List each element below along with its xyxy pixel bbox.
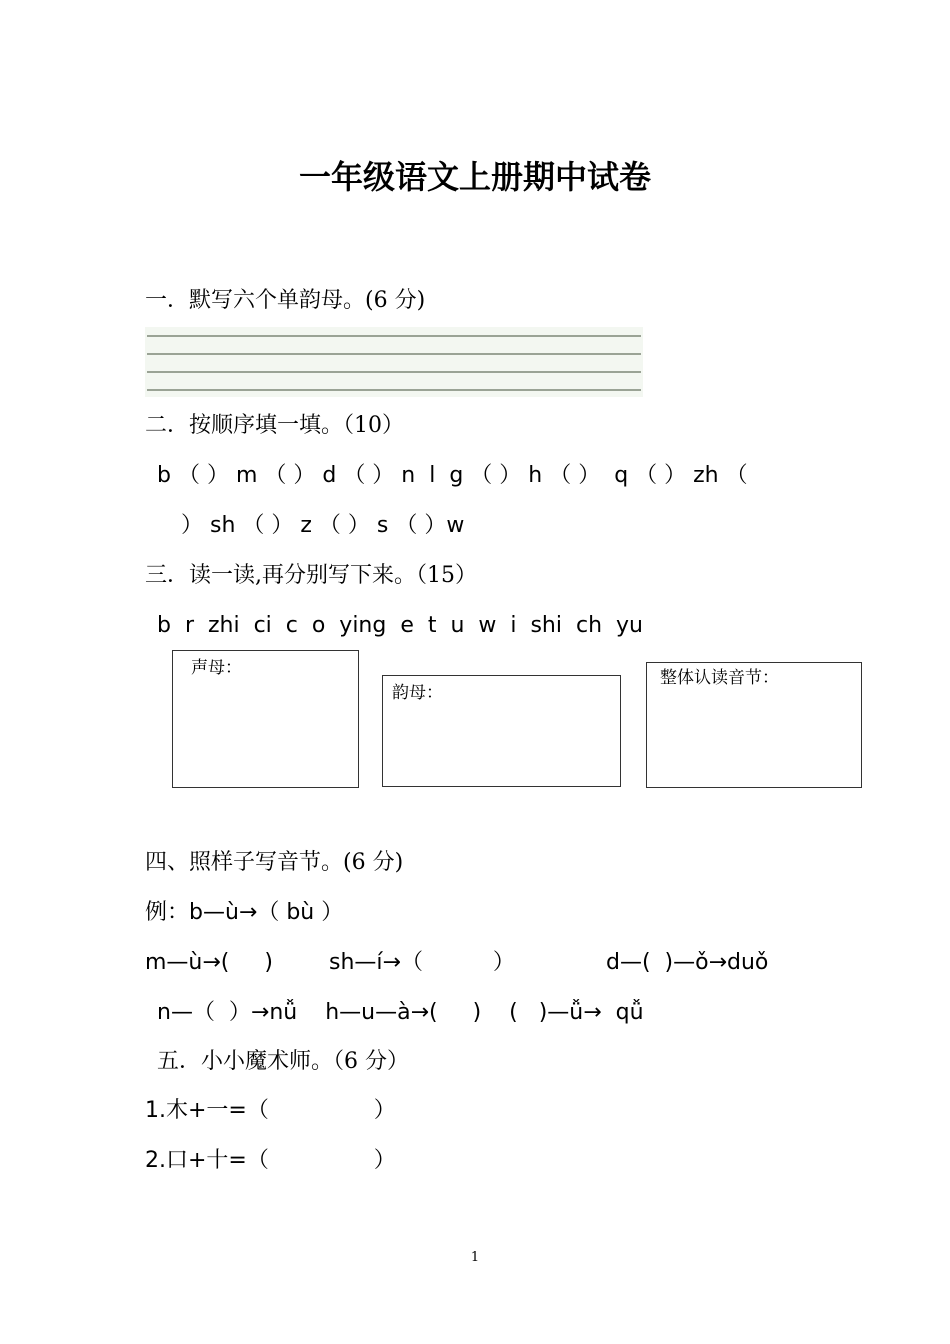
ruled-line: [147, 389, 641, 391]
section-1-heading: 一．默写六个单韵母。(6 分): [145, 288, 426, 313]
initials-answer-box[interactable]: [172, 650, 359, 788]
magic-question-2: 2.口+十=（ ）: [145, 1148, 396, 1173]
initials-box-label: 声母：: [191, 658, 242, 678]
syllable-exercise-2: sh—í→（ ）: [329, 950, 515, 975]
syllable-example: 例：b—ù→（ bù ）: [145, 900, 344, 925]
ruled-line: [147, 371, 641, 373]
page-number: 1: [470, 1250, 480, 1265]
syllable-exercise-1: m—ù→( ): [145, 950, 273, 975]
whole-syllables-box-label: 整体认读音节：: [660, 668, 779, 688]
page-title: 一年级语文上册期中试卷: [298, 158, 651, 196]
pinyin-letters-list: b r zhi ci c o ying e t u w i shi ch yu: [157, 613, 643, 638]
section-2-heading: 二．按顺序填一填。（10）: [145, 413, 404, 438]
section-4-heading: 四、照样子写音节。(6 分): [145, 850, 404, 875]
finals-box-label: 韵母：: [392, 683, 443, 703]
whole-syllables-answer-box[interactable]: [646, 662, 862, 788]
ruled-writing-lines[interactable]: [145, 327, 643, 397]
alphabet-order-row-2: ） sh （ ） z （ ） s （ ）w: [181, 513, 465, 538]
alphabet-order-row-1: b （ ） m （ ） d （ ） n l g （ ） h （ ） q （ ） zh （: [157, 463, 748, 488]
syllable-exercise-row-2: n—（ ）→nǚ h—u—à→( ) ( )—ǚ→ qǚ: [157, 1000, 644, 1025]
finals-answer-box[interactable]: [382, 675, 621, 787]
syllable-exercise-3: d—( )—ǒ→duǒ: [606, 950, 769, 975]
section-3-heading: 三．读一读,再分别写下来。（15）: [145, 563, 477, 588]
ruled-line: [147, 353, 641, 355]
magic-question-1: 1.木+一=（ ）: [145, 1098, 396, 1123]
ruled-line: [147, 335, 641, 337]
section-5-heading: 五．小小魔术师。（6 分）: [157, 1049, 409, 1074]
